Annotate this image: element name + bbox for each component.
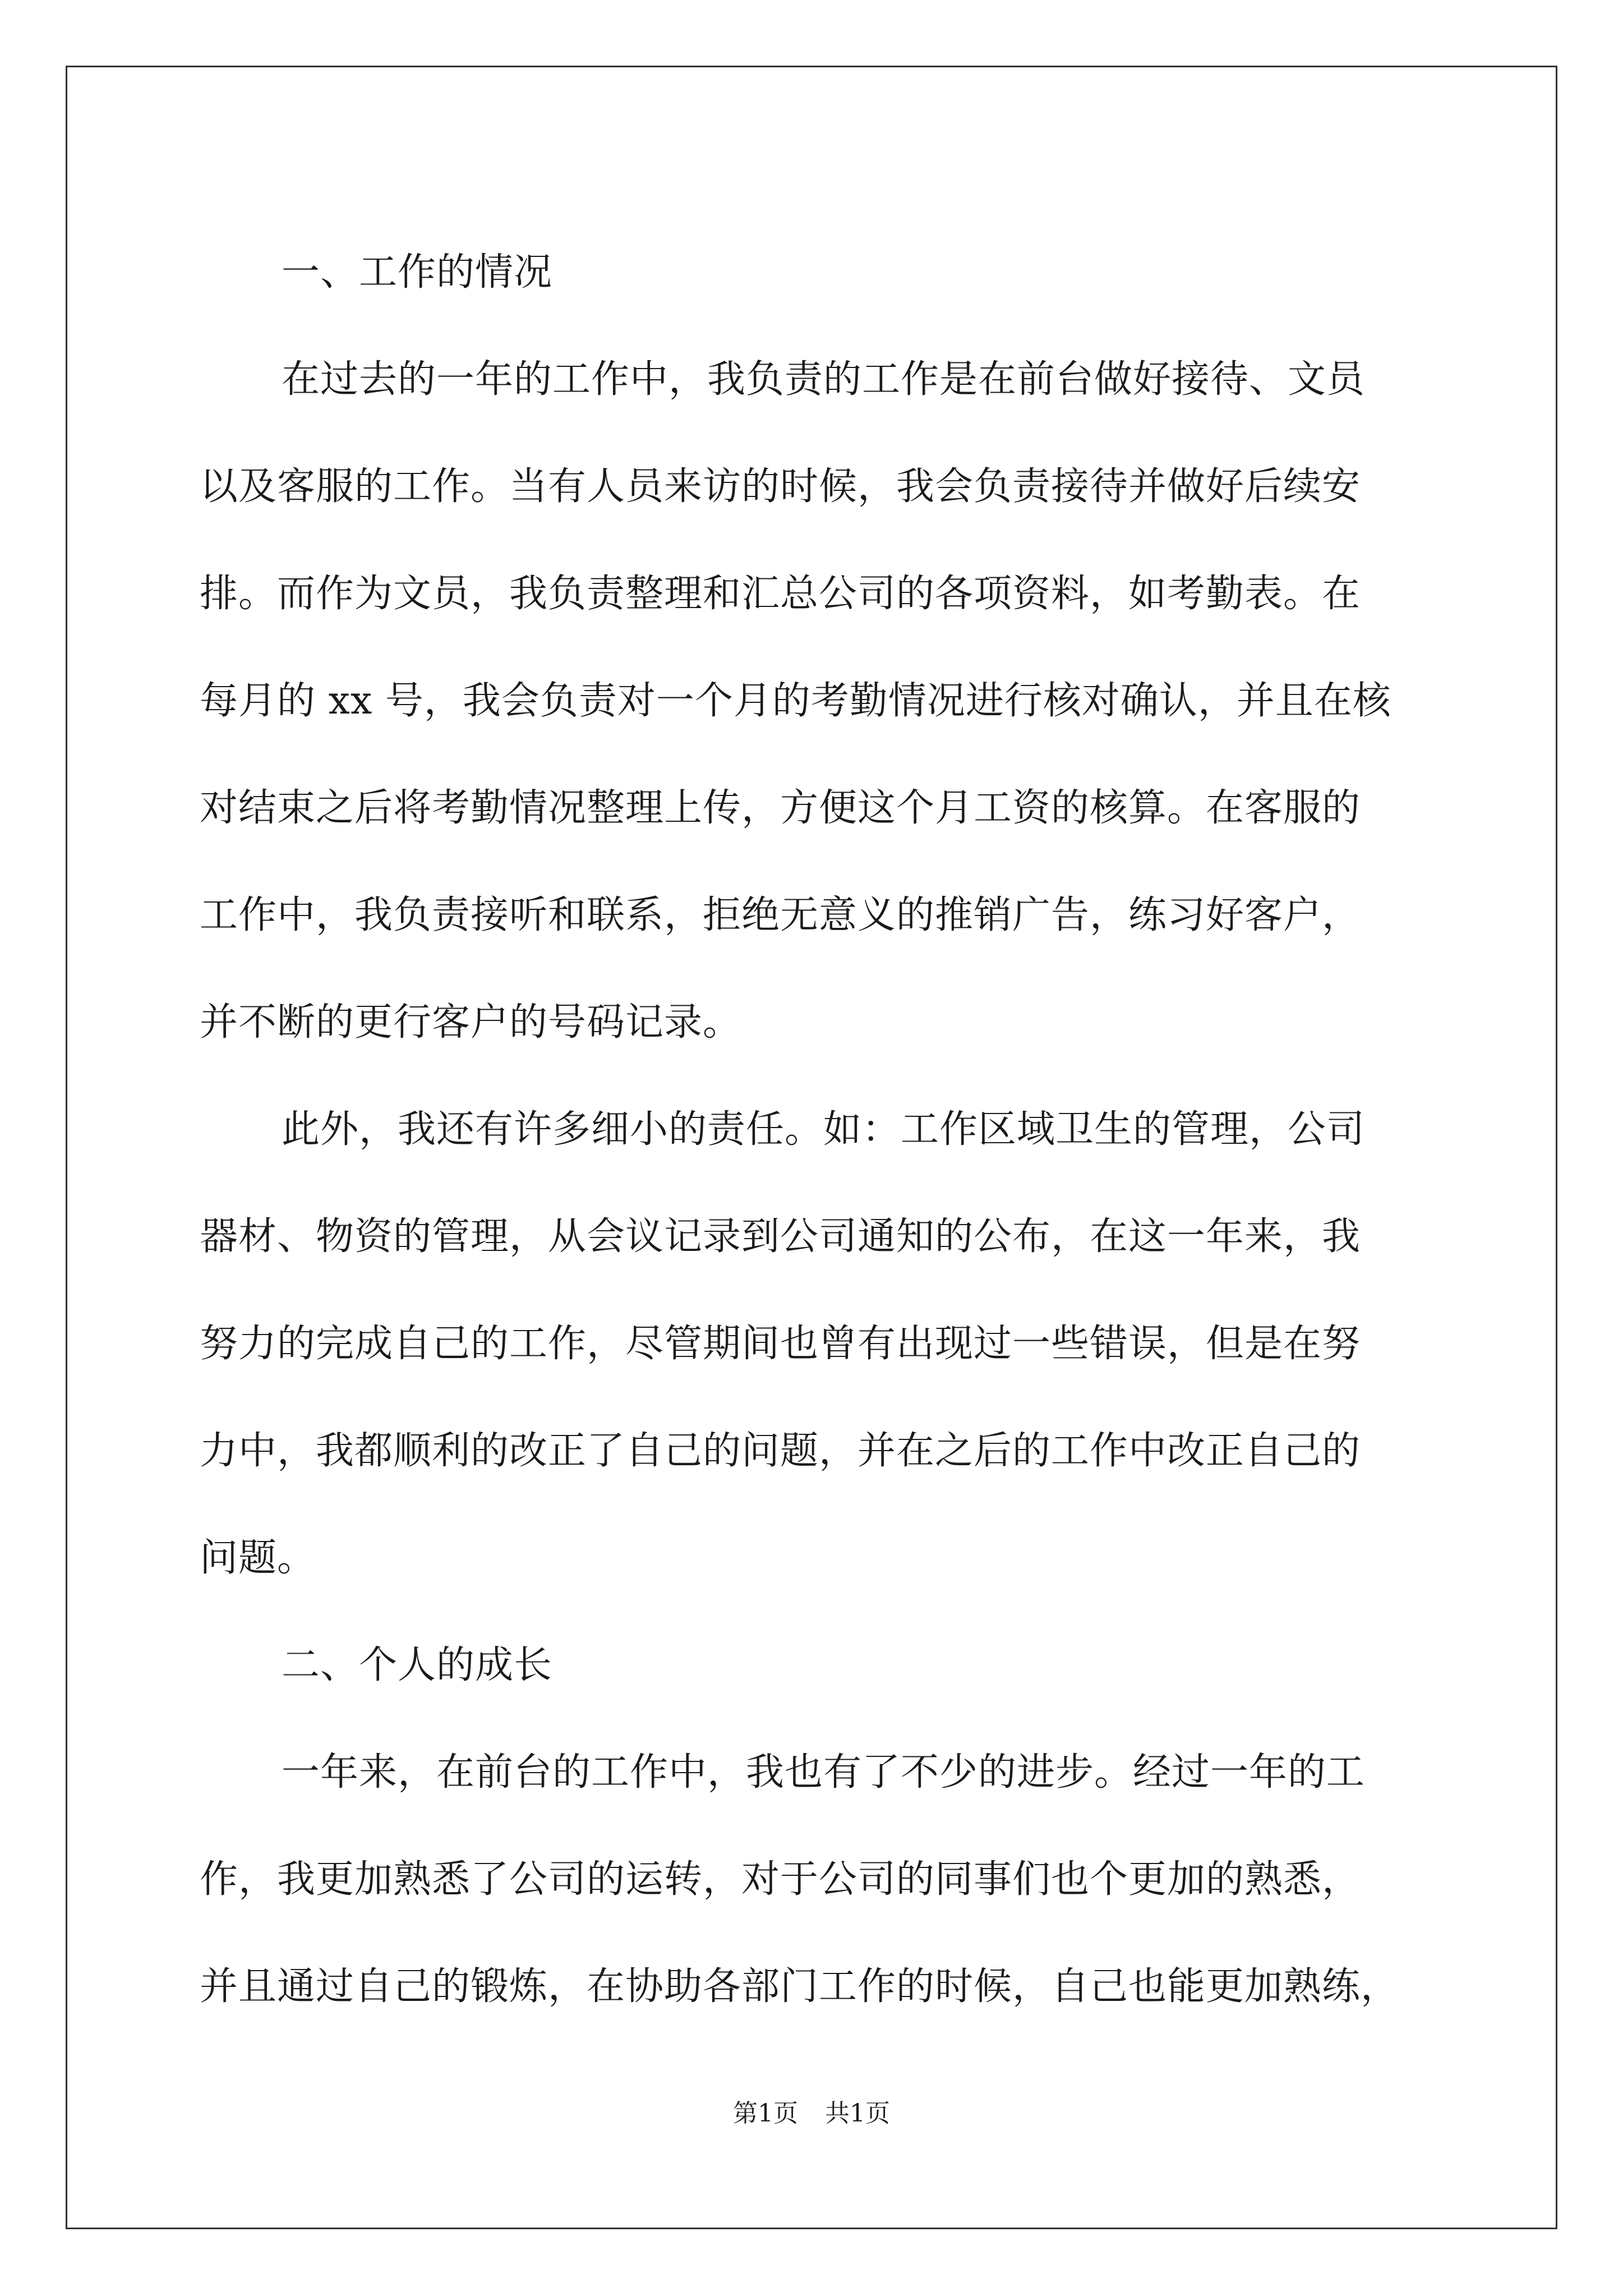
text-line: 并且通过自己的锻炼，在协助各部门工作的时候，自己也能更加熟练，	[200, 1964, 1400, 2009]
section-heading-work-status: 一、工作的情况	[282, 250, 553, 295]
text-line: 以及客服的工作。当有人员来访的时候，我会负责接待并做好后续安	[200, 464, 1361, 509]
text-line: 作，我更加熟悉了公司的运转，对于公司的同事们也个更加的熟悉，	[200, 1857, 1361, 1902]
paragraph-growth	[200, 1719, 1433, 2040]
text-line: 并不断的更行客户的号码记录。	[200, 1000, 742, 1045]
document-body	[200, 219, 1433, 2040]
text-line: 排。而作为文员，我负责整理和汇总公司的各项资料，如考勤表。在	[200, 572, 1361, 616]
page-number-current: 第1页	[733, 2099, 798, 2128]
text-line: 此外，我还有许多细小的责任。如：工作区域卫生的管理，公司	[282, 1107, 1366, 1152]
page-footer	[0, 2097, 1623, 2131]
text-line: 对结束之后将考勤情况整理上传，方便这个月工资的核算。在客服的	[200, 786, 1361, 830]
text-line: 问题。	[200, 1536, 316, 1580]
text-line: 力中，我都顺利的改正了自己的问题，并在之后的工作中改正自己的	[200, 1429, 1361, 1473]
paragraph-work-duties	[200, 326, 1433, 1076]
section-heading-personal-growth: 二、个人的成长	[282, 1643, 553, 1687]
paragraph-other-duties	[200, 1076, 1433, 1612]
text-line: 在过去的一年的工作中，我负责的工作是在前台做好接待、文员	[282, 357, 1366, 402]
page-number-total: 共1页	[825, 2099, 890, 2128]
text-line: 一年来，在前台的工作中，我也有了不少的进步。经过一年的工	[282, 1750, 1366, 1795]
text-line: 器材、物资的管理，从会议记录到公司通知的公布，在这一年来，我	[200, 1214, 1361, 1259]
text-line: 工作中，我负责接听和联系，拒绝无意义的推销广告，练习好客户，	[200, 893, 1361, 937]
text-line: 努力的完成自己的工作，尽管期间也曾有出现过一些错误，但是在努	[200, 1322, 1361, 1366]
text-line: 每月的 xx 号，我会负责对一个月的考勤情况进行核对确认，并且在核	[200, 679, 1391, 723]
